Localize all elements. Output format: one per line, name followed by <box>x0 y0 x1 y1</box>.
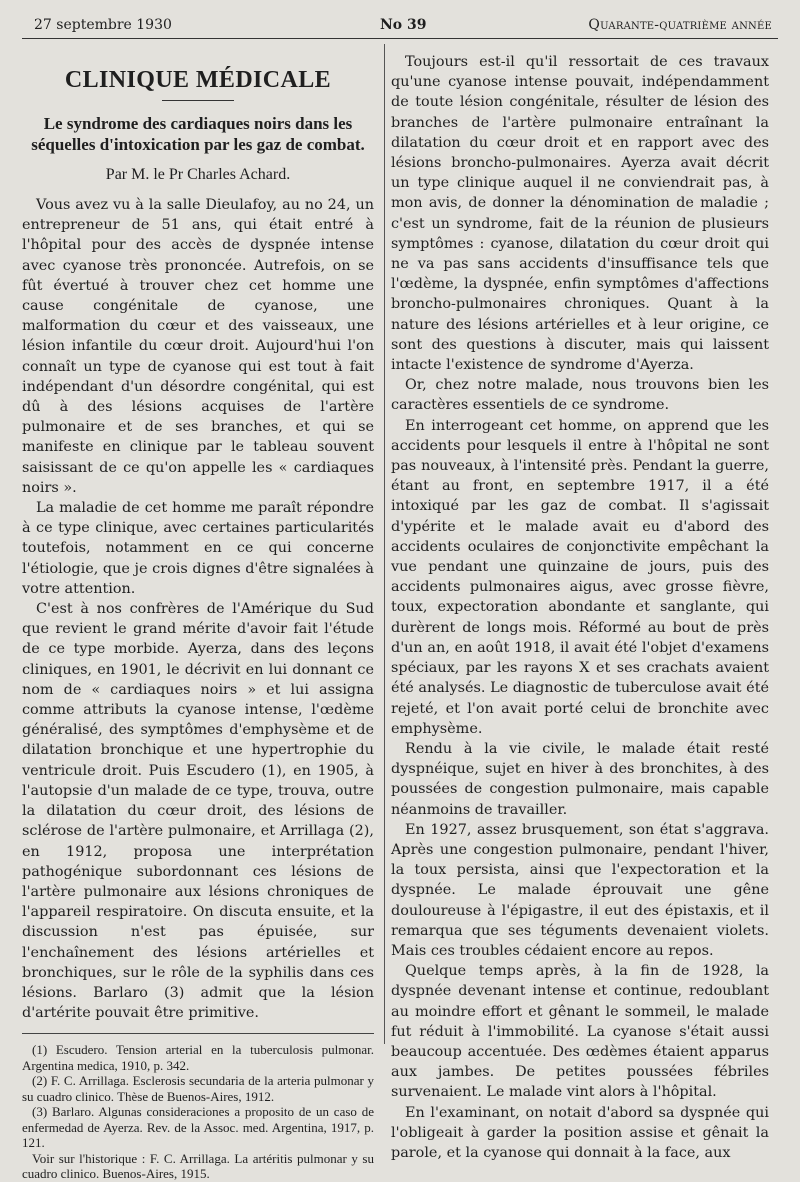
paragraph: Quelque temps après, à la fin de 1928, la dyspnée devenant intense et continue, redoublant au moindre effort et gênant le sommeil, le malade fut réduit à l'immobilité. La cyanose s'était aussi beaucoup accentuée. Des œdèmes étaient apparus aux jambes. De petites poussées fébriles survenaient. Le malade vint alors à l'hôpital. <box>391 963 769 1101</box>
paragraph: C'est à nos confrères de l'Amérique du Sud que revient le grand mérite d'avoir fait l'étude de ce type morbide. Ayerza, dans des leçons cliniques, en 1901, le décrivit en lui donnant ce nom de « cardiaques noirs » et lui assigna comme attributs la cyanose intense, l'œdème généralisé, des symptômes d'emphysème et de dilatation bronchique et une hypertrophie du ventricule droit. Puis Escudero (1), en 1905, à l'autopsie d'un malade de ce type, trouva, outre la dilatation du cœur droit, des lésions de sclérose de l'artère pulmonaire, et Arrillaga (2), en 1912, proposa une interprétation pathogénique subordonnant ces lésions de l'artère pulmonaire aux lésions chroniques de l'appareil respiratoire. On discuta ensuite, et la discussion n'est pas épuisée, sur l'enchaînement des lésions artérielles et bronchiques, sur le rôle de la syphilis dans ces lésions. Barlaro (3) admit que la lésion d'artérite pouvait être primitive. <box>22 601 374 1022</box>
article-subtitle: Le syndrome des cardiaques noirs dans les séquelles d'intoxication par les gaz de combat. <box>31 114 365 154</box>
paragraph: En interrogeant cet homme, on apprend que les accidents pour lesquels il entre à l'hôpital ne sont pas nouveaux, à l'intensité près. Pendant la guerre, étant au front, en septembre 1917, il a été intoxiqué par les gaz de combat. Il s'agissait d'ypérite et le malade avait eu d'abord des accidents oculaires de conjonctivite empêchant la vue pendant une quinzaine de jours, puis des accidents pulmonaires aigus, avec grosse fièvre, toux, expectoration abondante et sanglante, qui durèrent de longs mois. Réformé au bout de près d'un an, en août 1918, il avait été l'objet d'examens spéciaux, par les rayons X et ses crachats avaient été analysés. Le diagnostic de tuberculose avait été rejeté, et l'on avait porté celui de bronchite avec emphysème. <box>391 417 769 737</box>
paragraph: Rendu à la vie civile, le malade était resté dyspnéique, sujet en hiver à des bronchites, à des poussées de congestion pulmonaire, mais capable néanmoins de travailler. <box>391 740 769 818</box>
paragraph: En l'examinant, on notait d'abord sa dyspnée qui l'obligeait à garder la position assise et gênait la parole, et la cyanose qui donnait à la face, aux <box>391 1104 769 1161</box>
footnote-rule <box>22 1033 374 1034</box>
footnote: (3) Barlaro. Algunas consideraciones a proposito de un caso de enfermedad de Ayerza. Rev. de la Assoc. med. Argentina, 1917, p. 121. <box>22 1104 374 1151</box>
running-head <box>22 14 778 36</box>
footnote: (2) F. C. Arrillaga. Esclerosis secundaria de la arteria pulmonar y su cuadro clinico. Thèse de Buenos-Aires, 1912. <box>22 1073 374 1104</box>
issue-number: No 39 <box>380 17 427 33</box>
paragraph: Vous avez vu à la salle Dieulafoy, au no 24, un entrepreneur de 51 ans, qui était entré à l'hôpital pour des accès de dyspnée intense avec cyanose très prononcée. Autrefois, on se fût évertué à trouver chez cet homme une cause congénitale de cyanose, une malformation du cœur et des vaisseaux, une lésion infantile du cœur droit. Aujourd'hui l'on connaît un type de cyanose qui est tout à fait indépendant d'un désordre congénital, qui est dû à des lésions acquises de l'artère pulmonaire et de ses branches, et qui se manifeste en clinique par le tableau souvent saisissant de ce qu'on appelle les « cardiaques noirs ». <box>22 197 374 496</box>
paragraph: Toujours est-il qu'il ressortait de ces travaux qu'une cyanose intense pouvait, indépendamment de toute lésion congénitale, résulter de lésion des branches de l'artère pulmonaire entraînant la dilatation du cœur droit et en rapport avec des lésions broncho-pulmonaires. Ayerza avait décrit un type clinique auquel il ne conviendrait pas, à mon avis, de donner la dénomination de maladie ; c'est un syndrome, fait de la réunion de plusieurs symptômes : cyanose, dilatation du cœur droit qui ne va pas sans accidents d'insuffisance tels que l'œdème, la dyspnée, enfin symptômes d'affections broncho-pulmonaires chroniques. Quant à la nature des lésions artérielles et à leur origine, ce sont des questions à discuter, mais qui laissent intacte l'existence de syndrome d'Ayerza. <box>391 54 769 374</box>
section-title: CLINIQUE MÉDICALE <box>64 67 332 93</box>
issue-date: 27 septembre 1930 <box>34 17 172 33</box>
paragraph: En 1927, assez brusquement, son état s'aggrava. Après une congestion pulmonaire, pendant l'hiver, la toux persista, ainsi que l'expectoration et la dyspnée. Le malade éprouvait une gêne douloureuse à l'épigastre, il eut des épistaxis, et il remarqua que ses téguments devenaient violets. Mais ces troubles cédaient encore au repos. <box>391 821 769 959</box>
left-column <box>22 62 374 1182</box>
paragraph: La maladie de cet homme me paraît répondre à ce type clinique, avec certaines particularités toutefois, notamment en ce qui concerne l'étiologie, que je crois dignes d'être signalées à votre attention. <box>22 500 374 597</box>
author-byline: Par M. le Pr Charles Achard. <box>105 166 291 183</box>
title-rule <box>162 100 234 101</box>
right-column <box>391 52 769 1163</box>
footnote: Voir sur l'historique : F. C. Arrillaga. La artéritis pulmonar y su cuadro clinico. Buenos-Aires, 1915. <box>22 1150 374 1182</box>
header-rule <box>22 38 778 39</box>
volume-year: Quarante-quatrième année <box>588 17 772 33</box>
footnotes <box>22 1042 374 1182</box>
column-divider <box>384 44 385 1044</box>
paragraph: Or, chez notre malade, nous trouvons bien les caractères essentiels de ce syndrome. <box>391 377 769 414</box>
footnote: (1) Escudero. Tension arterial en la tuberculosis pulmonar. Argentina medica, 1910, p. 342. <box>22 1042 374 1073</box>
